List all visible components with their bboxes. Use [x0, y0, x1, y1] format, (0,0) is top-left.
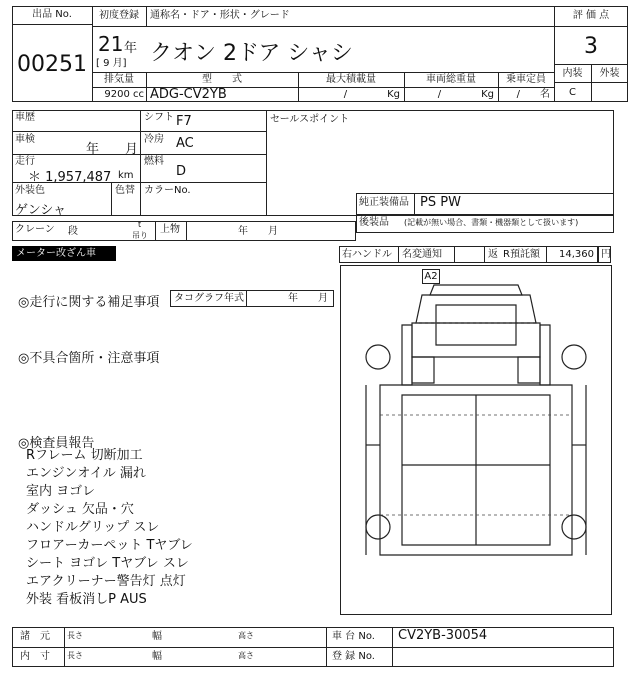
driving-notes-label: ◎走行に関する補足事項 [18, 295, 160, 310]
shift-label: シフト [144, 112, 174, 123]
recycle-value: 14,360 [559, 249, 594, 260]
tacho-label: タコグラフ年式 [174, 293, 244, 304]
inspector-item: 室内 ヨゴレ [26, 484, 96, 499]
color-change-label: 色替 [115, 185, 135, 196]
inspector-item: 外装 看板消しP AUS [26, 592, 147, 607]
crane-stage: 段 [68, 226, 78, 237]
shaken-value: 年 月 [86, 142, 139, 157]
recycle-label: R預託額 [503, 249, 540, 260]
displacement-label: 排気量 [104, 74, 134, 85]
sales-points-label: セールスポイント [270, 114, 350, 125]
damage-code: A2 [422, 269, 440, 284]
mount-value: 年 月 [238, 226, 278, 237]
max-load-value: / Kg [343, 89, 400, 100]
length-label: 長さ [67, 631, 83, 640]
color-code-label: カラーNo. [144, 185, 191, 196]
type-label: 型 式 [202, 74, 242, 85]
dims-label: 諸 元 [20, 631, 50, 642]
fuel-value: D [176, 164, 187, 179]
mileage-value: ＊ 1,957,487 [28, 170, 112, 185]
color-label: 外装色 [15, 185, 45, 196]
inner-dims-label: 内 寸 [20, 651, 50, 662]
shift-value: F7 [176, 114, 192, 129]
interior-grade: C [569, 87, 576, 98]
equipment-value: PS PW [420, 195, 461, 210]
equipment-label: 純正装備品 [359, 197, 409, 208]
inspector-item: エアクリーナー警告灯 点灯 [26, 574, 186, 589]
first-reg-label: 初度登録 [99, 10, 139, 21]
inspector-item: ハンドルグリップ スレ [26, 520, 160, 535]
reg-year: 21 [98, 32, 124, 56]
mileage-unit: km [118, 170, 134, 181]
gross-weight-value: / Kg [437, 89, 494, 100]
recycle-unit: 円 [601, 249, 611, 260]
type-value: ADG-CV2YB [150, 87, 227, 102]
inspector-list [26, 447, 193, 609]
lot-label: 出品 No. [32, 9, 72, 20]
color-value: ゲンシャ [15, 203, 67, 218]
inspector-item: フロアーカーペット Tヤブレ [26, 538, 193, 553]
tacho-value: 年 月 [288, 293, 328, 304]
max-load-label: 最大積載量 [326, 74, 376, 85]
name-change-return: 返 [488, 249, 498, 260]
inner-height-label: 高さ [238, 651, 254, 660]
reg-month: [ 9 月] [96, 58, 127, 69]
overall-grade: 3 [584, 34, 598, 59]
aircon-label: 冷房 [144, 134, 164, 145]
inner-width-label: 幅 [152, 651, 162, 662]
height-label: 高さ [238, 631, 254, 640]
mileage-label: 走行 [15, 156, 35, 167]
inner-length-label: 長さ [67, 651, 83, 660]
mount-label: 上物 [160, 224, 180, 235]
aftermarket-note: (記載が無い場合、書類・機器類として扱います) [404, 218, 579, 227]
inspector-label: ◎検査員報告 [18, 436, 95, 451]
reg-number-label: 登 録 No. [332, 651, 375, 662]
inspector-item: シート ヨゴレ Tヤブレ スレ [26, 556, 189, 571]
name-change-label: 名変通知 [402, 249, 442, 260]
inspector-item: Rフレーム 切断加工 [26, 448, 143, 463]
inspector-item: エンジンオイル 漏れ [26, 466, 146, 481]
truck-diagram [340, 265, 612, 615]
crane-frame [12, 221, 356, 241]
chassis-value: CV2YB-30054 [398, 628, 488, 643]
width-label: 幅 [152, 631, 162, 642]
interior-label: 内装 [562, 68, 583, 79]
chassis-label: 車 台 No. [332, 631, 375, 642]
shaken-label: 車検 [15, 134, 35, 145]
grade-label: 評 価 点 [572, 10, 610, 21]
model-name: クオン 2ドア シャシ [150, 41, 353, 66]
meter-tampered-badge: メーター改ざん車 [12, 246, 116, 261]
crane-tons: t [138, 220, 142, 229]
exterior-label: 外装 [599, 68, 620, 79]
capacity-label: 乗車定員 [506, 74, 546, 85]
gross-weight-label: 車両総重量 [426, 74, 476, 85]
aircon-value: AC [176, 136, 194, 151]
inspector-item: ダッシュ 欠品・穴 [26, 502, 134, 517]
steering-label: 右ハンドル [342, 249, 392, 260]
capacity-value: / 名 [516, 89, 550, 100]
displacement-value: 9200 cc [104, 89, 144, 100]
fuel-label: 燃料 [144, 156, 164, 167]
reg-year-unit: 年 [124, 41, 138, 56]
aftermarket-label: 後装品 [359, 217, 389, 228]
crane-hook: 吊り [132, 231, 148, 240]
defects-label: ◎不具合箇所・注意事項 [18, 351, 160, 366]
model-label: 通称名・ドア・形状・グレード [150, 10, 290, 21]
crane-label: クレーン [15, 224, 55, 235]
history-label: 車歴 [15, 112, 35, 123]
lot-number: 00251 [17, 52, 87, 77]
